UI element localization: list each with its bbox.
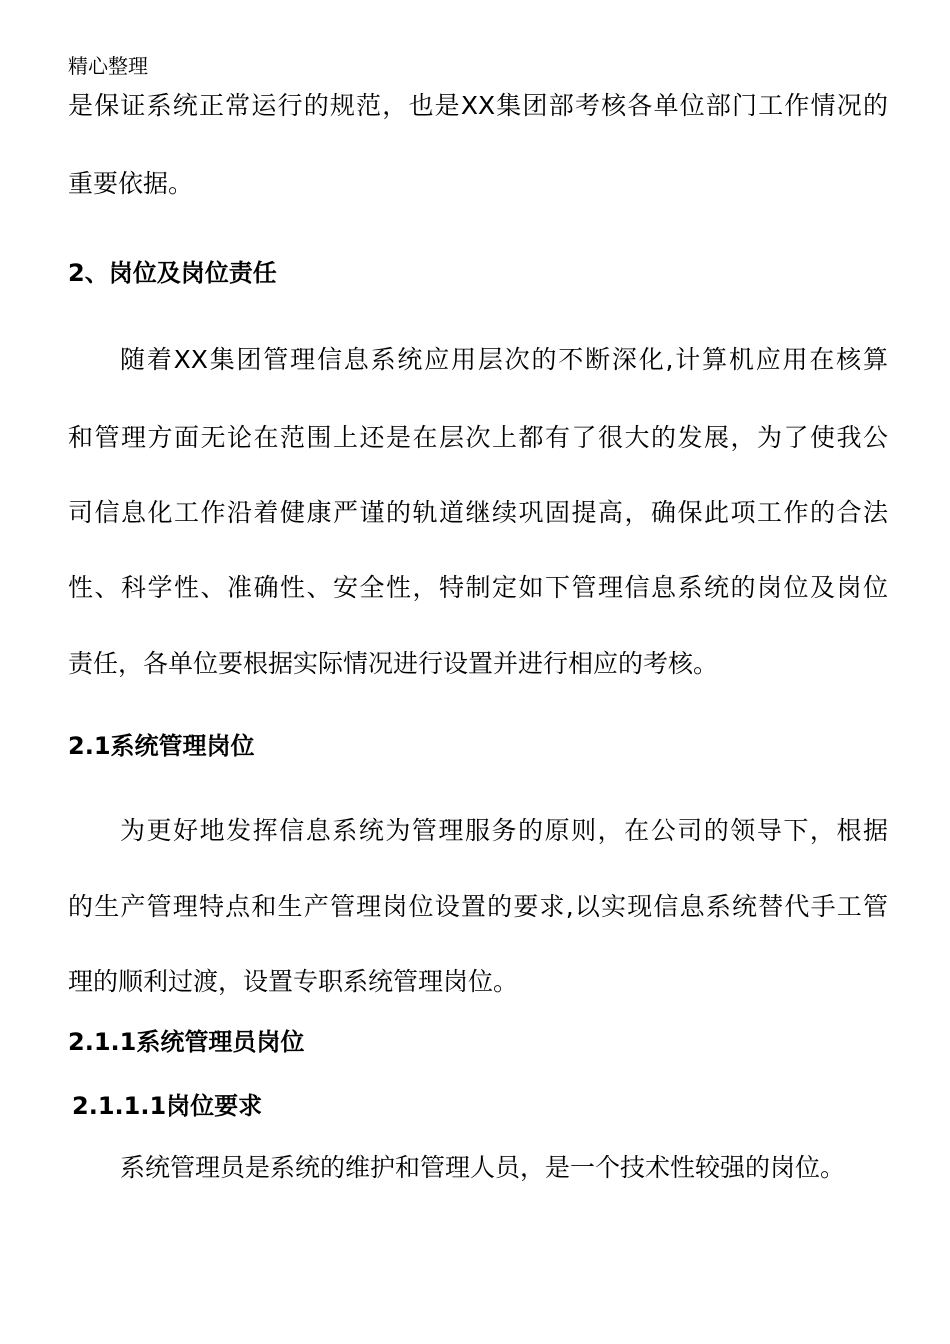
- intro-line-1: 是保证系统正常运行的规范，也是XX集团部考核各单位部门工作情况的: [68, 91, 888, 120]
- section-2-para-line-3: 司信息化工作沿着健康严谨的轨道继续巩固提高，确保此项工作的合法: [68, 498, 888, 527]
- section-2-para-line-5: 责任，各单位要根据实际情况进行设置并进行相应的考核。: [68, 649, 719, 678]
- section-2-heading: 2、岗位及岗位责任: [68, 259, 277, 287]
- section-2-1-1-1-paragraph: 系统管理员是系统的维护和管理人员，是一个技术性较强的岗位。: [120, 1153, 846, 1182]
- section-2-1-1-1-heading: 2.1.1.1岗位要求: [72, 1092, 263, 1120]
- section-2-1-para-line-1: 为更好地发挥信息系统为管理服务的原则，在公司的领导下，根据: [120, 816, 888, 845]
- section-2-1-heading: 2.1系统管理岗位: [68, 732, 255, 760]
- intro-line-2: 重要依据。: [68, 169, 194, 198]
- section-2-para-line-4: 性、科学性、准确性、安全性，特制定如下管理信息系统的岗位及岗位: [68, 573, 888, 602]
- section-2-1-1-heading: 2.1.1系统管理员岗位: [68, 1028, 305, 1056]
- page-header: 精心整理: [68, 54, 148, 78]
- section-2-1-para-line-3: 理的顺利过渡，设置专职系统管理岗位。: [68, 967, 519, 996]
- section-2-para-line-1: 随着XX集团管理信息系统应用层次的不断深化,计算机应用在核算: [120, 345, 888, 374]
- section-2-1-para-line-2: 的生产管理特点和生产管理岗位设置的要求,以实现信息系统替代手工管: [68, 892, 888, 921]
- section-2-para-line-2: 和管理方面无论在范围上还是在层次上都有了很大的发展，为了使我公: [68, 423, 888, 452]
